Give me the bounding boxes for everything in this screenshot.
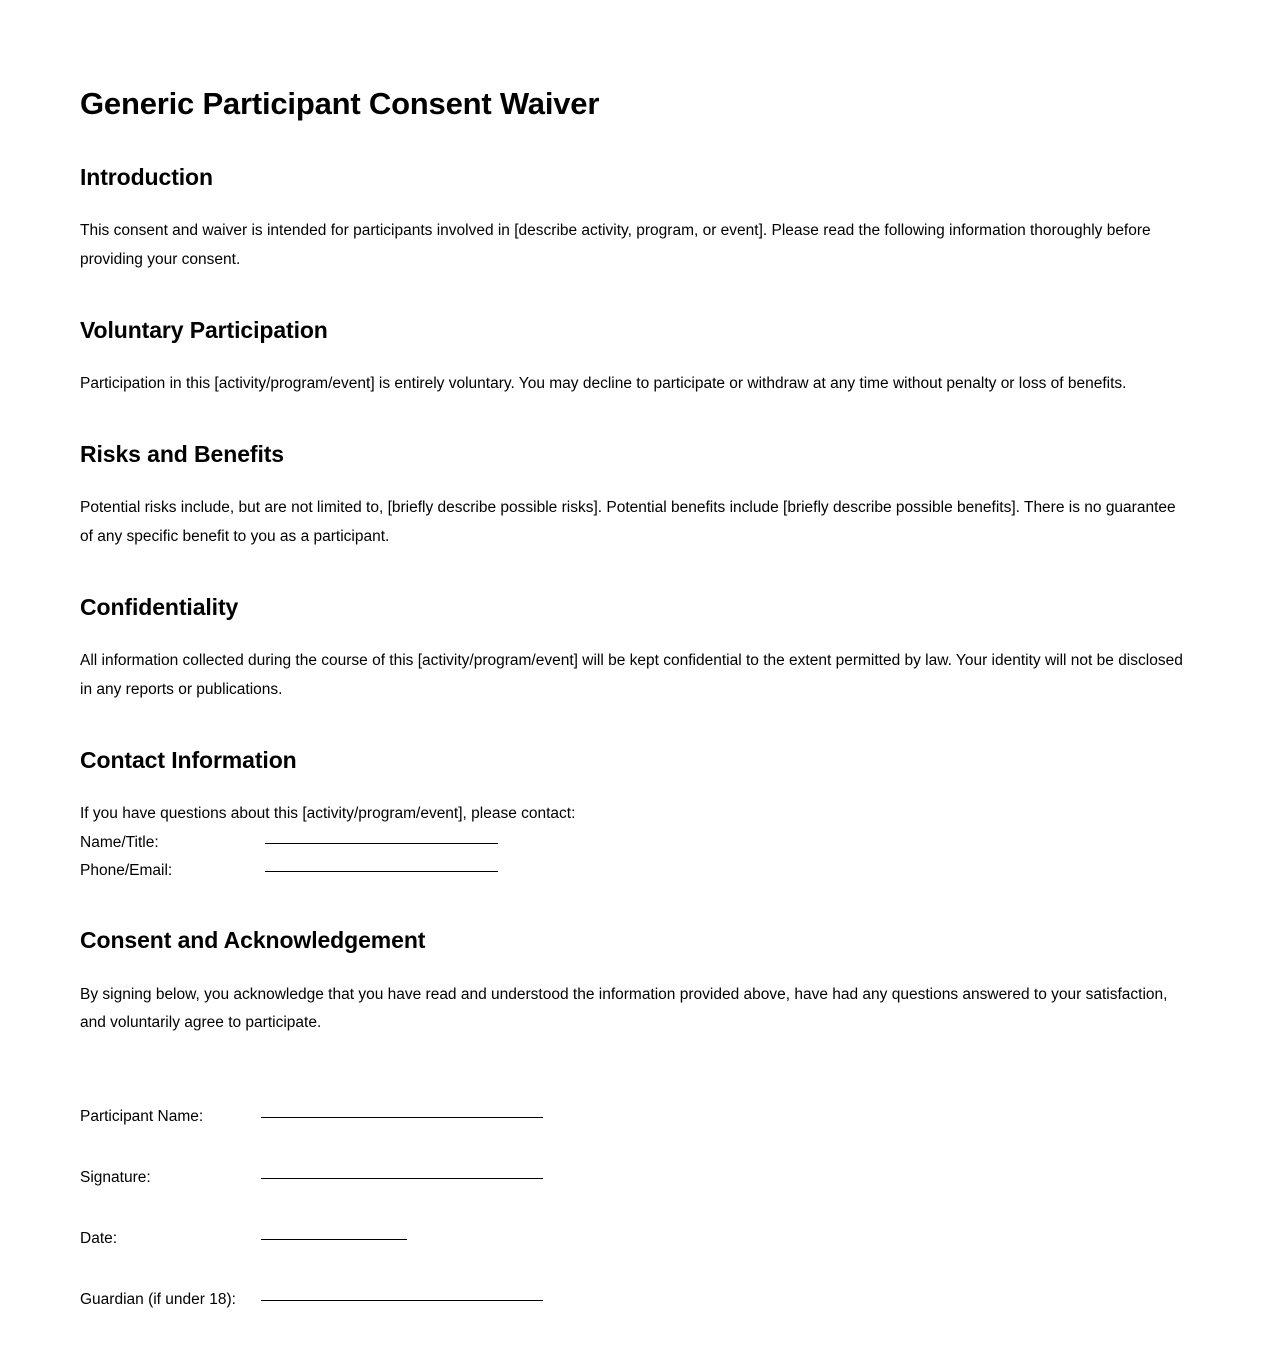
signature-fields [80, 1108, 1198, 1309]
contact-fields [80, 800, 1198, 885]
section-confidentiality [80, 594, 1198, 705]
signature-field-label-signature: Signature: [80, 1168, 151, 1186]
contact-field-input-name-title[interactable] [265, 843, 498, 844]
signature-field-input-signature[interactable] [261, 1178, 543, 1179]
section-paragraph-consent-and-acknowledgement: By signing below, you acknowledge that you have read and understood the information provided above, have had any questions answered to your satisfaction, and voluntarily agree to participate. [80, 985, 1168, 1032]
signature-field-participant-name [80, 1108, 1198, 1169]
signature-field-input-guardian[interactable] [261, 1300, 543, 1301]
section-heading-introduction: Introduction [80, 163, 213, 190]
signature-field-label-guardian: Guardian (if under 18): [80, 1290, 236, 1308]
section-heading-consent-and-acknowledgement: Consent and Acknowledgement [80, 926, 426, 953]
contact-field-label-name-title: Name/Title: [80, 833, 159, 851]
signature-field-label-participant-name: Participant Name: [80, 1107, 204, 1125]
signature-field-label-date: Date: [80, 1229, 118, 1247]
section-paragraph-risks-and-benefits: Potential risks include, but are not limited to, [briefly describe possible risks]. Potential benefits include [briefly describe possible benefits]. There is no guarantee of any specific benefit to you as a participant. [80, 499, 1176, 546]
section-consent-and-acknowledgement [80, 927, 1198, 1309]
section-introduction [80, 164, 1198, 275]
section-paragraph-introduction: This consent and waiver is intended for participants involved in [describe activity, program, or event]. Please read the following information thoroughly before providing your consent. [80, 222, 1151, 268]
page-title: Generic Participant Consent Waiver [80, 86, 600, 121]
section-heading-voluntary-participation: Voluntary Participation [80, 316, 328, 343]
signature-field-input-date[interactable] [261, 1239, 407, 1240]
contact-field-phone-email [80, 857, 1198, 885]
section-voluntary-participation [80, 317, 1198, 399]
section-paragraph-confidentiality: All information collected during the course of this [activity/program/event] will be kept confidential to the extent permitted by law. Your identity will not be disclosed in any reports or publications. [80, 652, 1183, 699]
contact-field-input-phone-email[interactable] [265, 871, 498, 872]
section-heading-risks-and-benefits: Risks and Benefits [80, 440, 284, 467]
signature-field-input-participant-name[interactable] [261, 1117, 543, 1118]
section-heading-confidentiality: Confidentiality [80, 593, 239, 620]
contact-field-label-phone-email: Phone/Email: [80, 861, 173, 879]
section-paragraph-voluntary-participation: Participation in this [activity/program/event] is entirely voluntary. You may decline to participate or withdraw at any time without penalty or loss of benefits. [80, 375, 1127, 393]
section-contact-information [80, 747, 1198, 885]
contact-field-name-title [80, 829, 1198, 857]
section-risks-and-benefits [80, 441, 1198, 552]
signature-field-signature [80, 1169, 1198, 1230]
signature-field-date [80, 1230, 1198, 1291]
section-heading-contact-information: Contact Information [80, 746, 297, 773]
contact-intro-text: If you have questions about this [activity/program/event], please contact: [80, 805, 576, 823]
